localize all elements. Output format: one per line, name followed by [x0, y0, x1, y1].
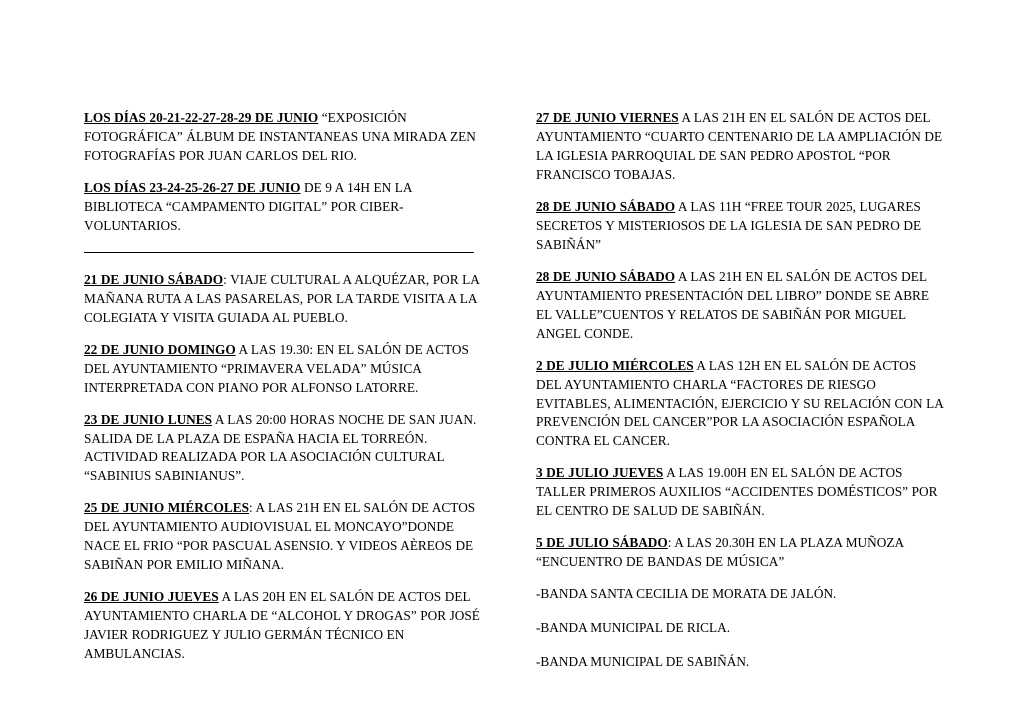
event-date-lead: 2 DE JULIO MIÉRCOLES	[536, 357, 694, 373]
two-column-layout	[84, 96, 944, 687]
right-column	[536, 96, 944, 687]
event-date-lead: 25 DE JUNIO MIÉRCOLES	[84, 500, 249, 516]
event-date-lead: 28 DE JUNIO SÁBADO	[536, 199, 676, 215]
event-date-lead: 21 DE JUNIO SÁBADO	[84, 271, 224, 287]
event-description: A LAS 20H EN EL SALÓN DE ACTOS DEL AYUNTAMIENTO CHARLA DE “ALCOHOL Y DROGAS” POR JOSÉ JAVIER RODRIGUEZ Y JULIO GERMÁN TÉCNICO EN AMBULANCIAS.	[84, 589, 480, 661]
event-entry	[84, 588, 492, 664]
event-entry	[84, 271, 492, 328]
section-divider	[84, 252, 474, 253]
event-date-lead: 26 DE JUNIO JUEVES	[84, 589, 219, 605]
event-date-lead: 3 DE JULIO JUEVES	[536, 465, 664, 481]
event-entry	[536, 464, 944, 521]
event-date-lead: 27 DE JUNIO VIERNES	[536, 110, 679, 126]
event-description: A LAS 19.00H EN EL SALÓN DE ACTOS TALLER PRIMEROS AUXILIOS “ACCIDENTES DOMÉSTICOS” POR EL CENTRO DE SALUD DE SABIÑÁN.	[536, 465, 938, 519]
event-date-lead: LOS DÍAS 23-24-25-26-27 DE JUNIO	[84, 180, 301, 196]
band-list-item: -BANDA MUNICIPAL DE RICLA.	[536, 620, 731, 636]
event-date-lead: 28 DE JUNIO SÁBADO	[536, 269, 676, 285]
left-column	[84, 96, 492, 687]
event-description: A LAS 11H “FREE TOUR 2025, LUGARES SECRETOS Y MISTERIOSOS DE LA IGLESIA DE SAN PEDRO DE SABIÑÁN”	[536, 199, 922, 252]
event-entry	[536, 534, 944, 572]
event-description: : A LAS 21H EN EL SALÓN DE ACTOS DEL AYUNTAMIENTO AUDIOVISUAL EL MONCAYO”DONDE NACE EL FRIO “POR PASCUAL ASENSIO. Y VIDEOS AÈREOS DE SABIÑAN POR EMILIO MIÑANA.	[84, 500, 476, 573]
band-list-item: -BANDA MUNICIPAL DE SABIÑÁN.	[536, 654, 750, 670]
event-date-lead: 5 DE JULIO SÁBADO	[536, 535, 668, 551]
event-entry	[536, 268, 944, 344]
event-entry	[84, 179, 492, 236]
event-description: A LAS 21H EN EL SALÓN DE ACTOS DEL AYUNTAMIENTO PRESENTACIÓN DEL LIBRO” DONDE SE ABRE EL VALLE”CUENTOS Y RELATOS DE SABIÑÁN POR MIGUEL ANGEL CONDE.	[536, 269, 930, 341]
event-entry	[84, 109, 492, 166]
event-description: : A LAS 20.30H EN LA PLAZA MUÑOZA “ENCUENTRO DE BANDAS DE MÚSICA”	[536, 535, 904, 570]
event-description: A LAS 12H EN EL SALÓN DE ACTOS DEL AYUNTAMIENTO CHARLA “FACTORES DE RIESGO EVITABLES, ALIMENTACIÓN, EJERCICIO Y SU RELACIÓN CON LA PREVENCIÓN DEL CANCER”POR LA ASOCIACIÓN ESPAÑOLA CONTRA EL CANCER.	[536, 357, 944, 449]
event-description: A LAS 20:00 HORAS NOCHE DE SAN JUAN. SALIDA DE LA PLAZA DE ESPAÑA HACIA EL TORREÓN. ACTIVIDAD REALIZADA POR LA ASOCIACIÓN CULTURAL “SABINIUS SABINIANUS”.	[84, 411, 477, 484]
event-entry	[536, 357, 944, 451]
event-entry	[84, 341, 492, 398]
event-date-lead: 22 DE JUNIO DOMINGO	[84, 341, 236, 357]
event-date-lead: LOS DÍAS 20-21-22-27-28-29 DE JUNIO	[84, 110, 319, 126]
event-description: A LAS 21H EN EL SALÓN DE ACTOS DEL AYUNTAMIENTO “CUARTO CENTENARIO DE LA AMPLIACIÓN DE LA IGLESIA PARROQUIAL DE SAN PEDRO APOSTOL “POR FRANCISCO TOBAJAS.	[536, 110, 943, 182]
band-list-item: -BANDA SANTA CECILIA DE MORATA DE JALÓN.	[536, 586, 837, 602]
event-entry	[536, 198, 944, 255]
event-date-lead: 23 DE JUNIO LUNES	[84, 411, 213, 427]
event-entry	[84, 499, 492, 575]
event-description: DE 9 A 14H EN LA BIBLIOTECA “CAMPAMENTO DIGITAL” POR CIBER-VOLUNTARIOS.	[84, 180, 412, 233]
event-entry	[84, 411, 492, 487]
event-description: “EXPOSICIÓN FOTOGRÁFICA” ÁLBUM DE INSTANTANEAS UNA MIRADA ZEN FOTOGRAFÍAS POR JUAN CARLOS DEL RIO.	[84, 110, 476, 164]
event-description: A LAS 19.30: EN EL SALÓN DE ACTOS DEL AYUNTAMIENTO “PRIMAVERA VELADA” MÚSICA INTERPRETADA CON PIANO POR ALFONSO LATORRE.	[84, 341, 469, 395]
event-entry	[536, 109, 944, 185]
event-description: : VIAJE CULTURAL A ALQUÉZAR, POR LA MAÑANA RUTA A LAS PASARELAS, POR LA TARDE VISITA A LA COLEGIATA Y VISITA GUIADA AL PUEBLO.	[84, 271, 480, 325]
